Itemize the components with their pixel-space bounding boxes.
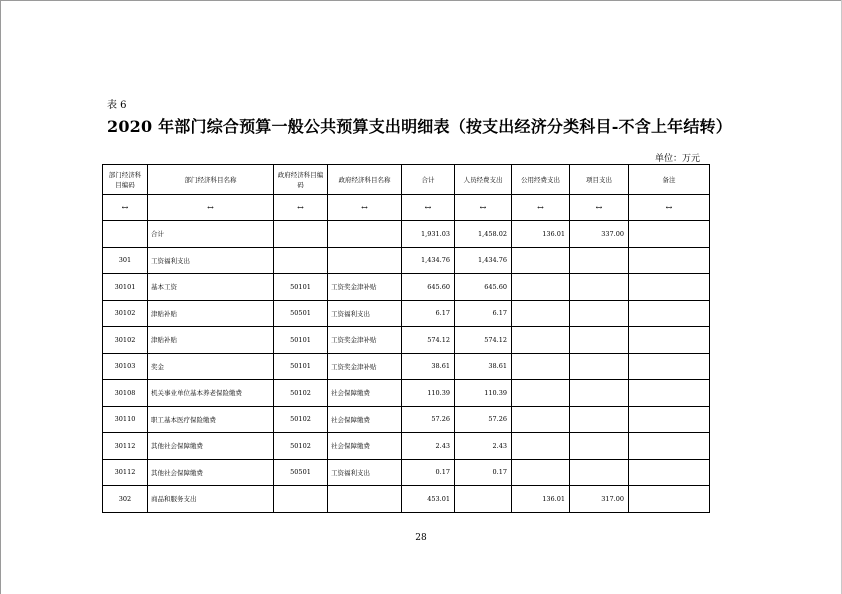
table-cell: 57.26: [402, 406, 455, 433]
table-cell: [629, 380, 710, 407]
table-cell: [629, 486, 710, 513]
table-row: [103, 300, 710, 327]
table-row: [103, 406, 710, 433]
table-cell: 50101: [274, 353, 328, 380]
table-row: [103, 380, 710, 407]
table-cell: [570, 353, 629, 380]
table-cell: 38.61: [402, 353, 455, 380]
table-cell: [629, 327, 710, 354]
table-cell: [512, 300, 570, 327]
header-cell: 人员经费支出: [455, 165, 512, 195]
table-cell: 38.61: [455, 353, 512, 380]
table-cell: [629, 300, 710, 327]
resize-marker: ↔: [512, 195, 570, 221]
page-border-left: [0, 0, 1, 594]
table-row: [103, 247, 710, 274]
table-cell: [570, 300, 629, 327]
page-title: 2020 年部门综合预算一般公共预算支出明细表（按支出经济分类科目-不含上年结转）: [107, 117, 732, 136]
header-cell: 合计: [402, 165, 455, 195]
table-cell: 6.17: [455, 300, 512, 327]
table-row: [103, 274, 710, 301]
table-cell: 其他社会保障缴费: [148, 459, 274, 486]
table-body: [103, 165, 710, 513]
table-cell: 136.01: [512, 221, 570, 248]
table-cell: 30108: [103, 380, 148, 407]
table-cell: [629, 459, 710, 486]
table-cell: 2.43: [455, 433, 512, 460]
table-cell: 工资奖金津补贴: [328, 327, 402, 354]
table-cell: 其他社会保障缴费: [148, 433, 274, 460]
table-cell: 136.01: [512, 486, 570, 513]
table-cell: 110.39: [455, 380, 512, 407]
table-header-row: [103, 165, 710, 195]
table-cell: 50102: [274, 433, 328, 460]
table-cell: 职工基本医疗保险缴费: [148, 406, 274, 433]
table-cell: 337.00: [570, 221, 629, 248]
table-cell: 工资奖金津补贴: [328, 274, 402, 301]
table-cell: 1,434.76: [455, 247, 512, 274]
table-cell: 奖金: [148, 353, 274, 380]
resize-marker: ↔: [148, 195, 274, 221]
header-cell: 政府经济科目名称: [328, 165, 402, 195]
table-cell: [455, 486, 512, 513]
table-cell: 50101: [274, 274, 328, 301]
table-cell: [274, 221, 328, 248]
table-cell: [570, 380, 629, 407]
table-cell: 工资奖金津补贴: [328, 353, 402, 380]
table-cell: 1,931.03: [402, 221, 455, 248]
table-cell: 合计: [148, 221, 274, 248]
table-cell: 574.12: [402, 327, 455, 354]
table-cell: 30103: [103, 353, 148, 380]
table-cell: [629, 247, 710, 274]
table-cell: [629, 274, 710, 301]
table-cell: 社会保障缴费: [328, 406, 402, 433]
table-row: [103, 486, 710, 513]
table-cell: 6.17: [402, 300, 455, 327]
table-cell: [629, 406, 710, 433]
table-cell: [512, 406, 570, 433]
table-cell: [274, 486, 328, 513]
table-cell: 商品和服务支出: [148, 486, 274, 513]
table-cell: [512, 274, 570, 301]
header-cell: 政府经济科目编码: [274, 165, 328, 195]
table-cell: [103, 221, 148, 248]
table-cell: [570, 247, 629, 274]
table-cell: 1,434.76: [402, 247, 455, 274]
column-marker-row: [103, 195, 710, 221]
table-cell: 工资福利支出: [328, 300, 402, 327]
table-cell: 574.12: [455, 327, 512, 354]
table-row: [103, 327, 710, 354]
table-cell: 453.01: [402, 486, 455, 513]
resize-marker: ↔: [455, 195, 512, 221]
header-cell: 公用经费支出: [512, 165, 570, 195]
table-cell: 645.60: [455, 274, 512, 301]
table-cell: 津贴补贴: [148, 300, 274, 327]
table-cell: [570, 433, 629, 460]
table-cell: 2.43: [402, 433, 455, 460]
resize-marker: ↔: [570, 195, 629, 221]
table-cell: 30102: [103, 300, 148, 327]
table-cell: 社会保障缴费: [328, 433, 402, 460]
table-cell: 社会保障缴费: [328, 380, 402, 407]
table-cell: [512, 247, 570, 274]
table-cell: 50501: [274, 459, 328, 486]
table-cell: 津贴补贴: [148, 327, 274, 354]
table-cell: 50101: [274, 327, 328, 354]
resize-marker: ↔: [402, 195, 455, 221]
table-number: 表 6: [107, 100, 127, 111]
table-cell: 317.00: [570, 486, 629, 513]
table-cell: [512, 353, 570, 380]
table-cell: [512, 327, 570, 354]
unit-label: 单位：万元: [655, 154, 701, 164]
resize-marker: ↔: [103, 195, 148, 221]
table-cell: 110.39: [402, 380, 455, 407]
table-cell: 30101: [103, 274, 148, 301]
table-cell: 645.60: [402, 274, 455, 301]
table-cell: 工资福利支出: [328, 459, 402, 486]
table-cell: [274, 247, 328, 274]
table-cell: 30110: [103, 406, 148, 433]
table-cell: 0.17: [455, 459, 512, 486]
page-border-top: [0, 0, 842, 1]
table-cell: 1,458.02: [455, 221, 512, 248]
table-cell: [512, 459, 570, 486]
table-cell: [328, 247, 402, 274]
table-cell: [570, 459, 629, 486]
table-row: [103, 221, 710, 248]
table-cell: 57.26: [455, 406, 512, 433]
resize-marker: ↔: [629, 195, 710, 221]
table-cell: 机关事业单位基本养老保险缴费: [148, 380, 274, 407]
header-cell: 部门经济科目编码: [103, 165, 148, 195]
header-cell: 部门经济科目名称: [148, 165, 274, 195]
table-cell: [570, 274, 629, 301]
table-cell: 工资福利支出: [148, 247, 274, 274]
resize-marker: ↔: [274, 195, 328, 221]
header-cell: 项目支出: [570, 165, 629, 195]
table-cell: [512, 433, 570, 460]
table-cell: [570, 406, 629, 433]
table-cell: [629, 433, 710, 460]
table-cell: 0.17: [402, 459, 455, 486]
table-cell: 302: [103, 486, 148, 513]
table-cell: [512, 380, 570, 407]
table-cell: [570, 327, 629, 354]
table-cell: 50102: [274, 380, 328, 407]
table-cell: 301: [103, 247, 148, 274]
header-cell: 备注: [629, 165, 710, 195]
table-cell: 50102: [274, 406, 328, 433]
page-number: 28: [415, 533, 427, 543]
table-cell: 30112: [103, 433, 148, 460]
table-cell: [629, 353, 710, 380]
budget-table: [102, 164, 710, 513]
resize-marker: ↔: [328, 195, 402, 221]
table-row: [103, 433, 710, 460]
table-cell: [328, 486, 402, 513]
table-cell: 30112: [103, 459, 148, 486]
table-cell: 基本工资: [148, 274, 274, 301]
table-cell: 50501: [274, 300, 328, 327]
table-cell: 30102: [103, 327, 148, 354]
table-row: [103, 353, 710, 380]
table-row: [103, 459, 710, 486]
table-cell: [328, 221, 402, 248]
table-cell: [629, 221, 710, 248]
